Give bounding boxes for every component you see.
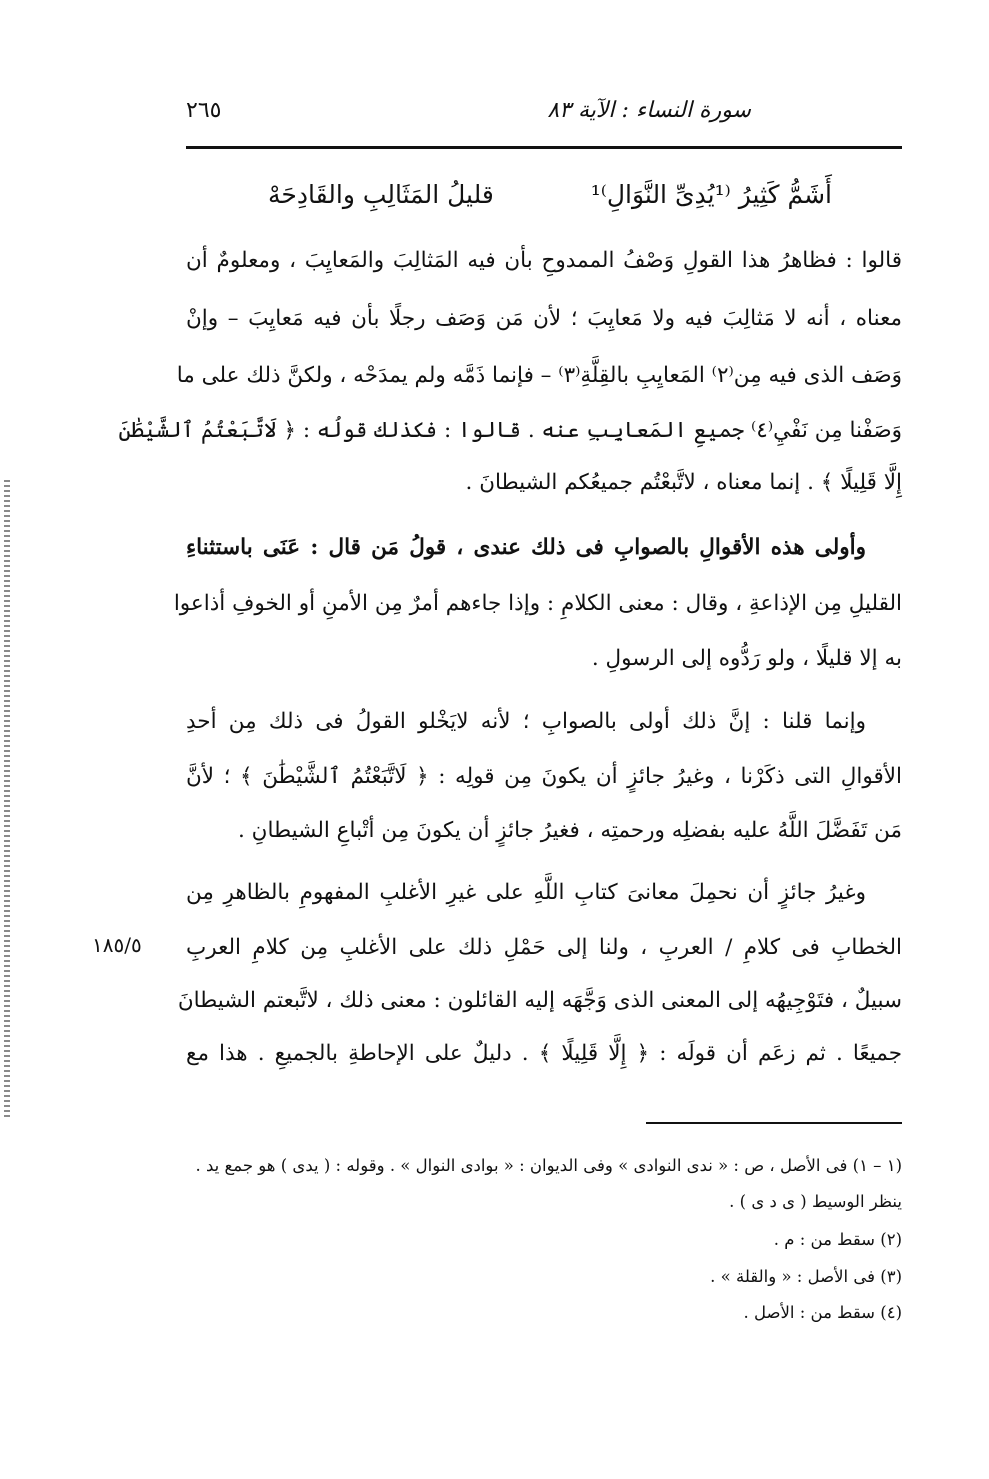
text-line-10: الأقوالِ التى ذكَرْنا ، وغيرُ جائزٍ أن يكونَ مِن قولِه : ﴿ لَاتَّبَعْتُمُ ٱلشَّيْطَٰنَ ﴾ ؛ لأنَّ: [186, 764, 902, 789]
footnote-1: (١ – ١) فى الأصل ، ص : « ندى النوادى » وفى الديوان : « بوادى النوال » . وقوله : ( يدى ) هو جمع يد .: [195, 1156, 902, 1175]
header-title: سورة النساء : الآية ٨٣: [547, 98, 751, 123]
header-rule: [186, 146, 902, 149]
verse-first-hemistich: أَشَمُّ كَثِيرُ ⁽¹يُدِىِّ النَّوَالِ⁾¹: [590, 180, 832, 209]
text-line-1: قالوا : فظاهرُ هذا القولِ وَصْفُ الممدوحِ بأن فيه المَثالِبَ والمَعايِبَ ، ومعلومٌ أن: [186, 248, 902, 273]
footnote-4: (٤) سقط من : الأصل .: [743, 1303, 902, 1322]
text-line-2: معناه ، أنه لا مَثالِبَ فيه ولا مَعايِبَ ؛ لأن مَن وَصَف رجلًا بأن فيه مَعايِبَ – وإنْ: [186, 306, 902, 331]
page-number: ٢٦٥: [186, 98, 222, 123]
text-line-6: وأولى هذه الأقوالِ بالصوابِ فى ذلك عندى ، قولُ مَن قال : عَنَى باستثناءِ: [186, 535, 866, 560]
text-line-7: القليلِ مِن الإذاعةِ ، وقال : معنى الكلامِ : وإذا جاءهم أمرٌ مِن الأمنِ أو الخوفِ أذاعوا: [173, 591, 902, 616]
text-line-4: وَصَفْنا مِن نَفْيِ⁽٤⁾ جميعِ المَعايِبِ عنه . قالوا : فكذلك قولُه : ﴿ لَاتَّبَعْتُمُ ٱلشَّيْطَٰنَ: [118, 418, 902, 443]
footnote-1-continued: ينظر الوسيط ( ى د ى ) .: [729, 1192, 902, 1211]
poetry-verse: [186, 180, 902, 230]
footnote-3: (٣) فى الأصل : « والقلة » .: [710, 1267, 902, 1286]
text-line-8: به إلا قليلًا ، ولو رَدُّوه إلى الرسولِ .: [591, 646, 902, 671]
text-line-5: إِلَّا قَلِيلًا ﴾ . إنما معناه ، لاتَّبعْتُم جميعُكم الشيطانَ .: [465, 470, 902, 495]
running-header: [186, 96, 901, 136]
footnote-2: (٢) سقط من : م .: [773, 1230, 902, 1249]
text-line-15: جميعًا . ثم زعَم أن قولَه : ﴿ إِلَّا قَلِيلًا ﴾ . دليلٌ على الإحاطةِ بالجميعِ . هذا مع: [186, 1041, 902, 1066]
scan-edge-artifact: [4, 480, 10, 1120]
text-line-9: وإنما قلنا : إنَّ ذلك أولى بالصوابِ ؛ لأنه لايَخْلو القولُ فى ذلك مِن أحدِ: [186, 709, 866, 734]
text-line-13: الخطابِ فى كلامِ / العربِ ، ولنا إلى حَمْلِ ذلك على الأغلبِ مِن كلامِ العربِ: [186, 935, 902, 960]
text-line-14: سبيلٌ ، فتَوْجِيهُه إلى المعنى الذى وَجَّهَه إليه القائلون : معنى ذلك ، لاتَّبعتم الشيطانَ: [177, 988, 902, 1013]
footnote-rule: [646, 1122, 902, 1124]
margin-reference: ١٨٥/٥: [92, 933, 142, 957]
text-line-12: وغيرُ جائزٍ أن نحمِلَ معانىَ كتابِ اللَّهِ على غيرِ الأغلبِ المفهومِ بالظاهرِ مِن: [186, 880, 866, 905]
text-line-11: مَن تَفَضَّلَ اللَّهُ عليه بفضلِه ورحمتِه ، فغيرُ جائزٍ أن يكونَ مِن أتْباعِ الشيطانِ .: [238, 818, 902, 843]
verse-second-hemistich: قليلُ المَثَالِبِ والقَادِحَهْ: [268, 180, 494, 209]
text-line-3: وَصَف الذى فيه مِن⁽٢⁾ المَعايِبِ بالقِلَّةِ⁽٣⁾ – فإنما ذَمَّه ولم يمدَحْه ، ولكنَّ ذلك على ما: [176, 363, 902, 388]
